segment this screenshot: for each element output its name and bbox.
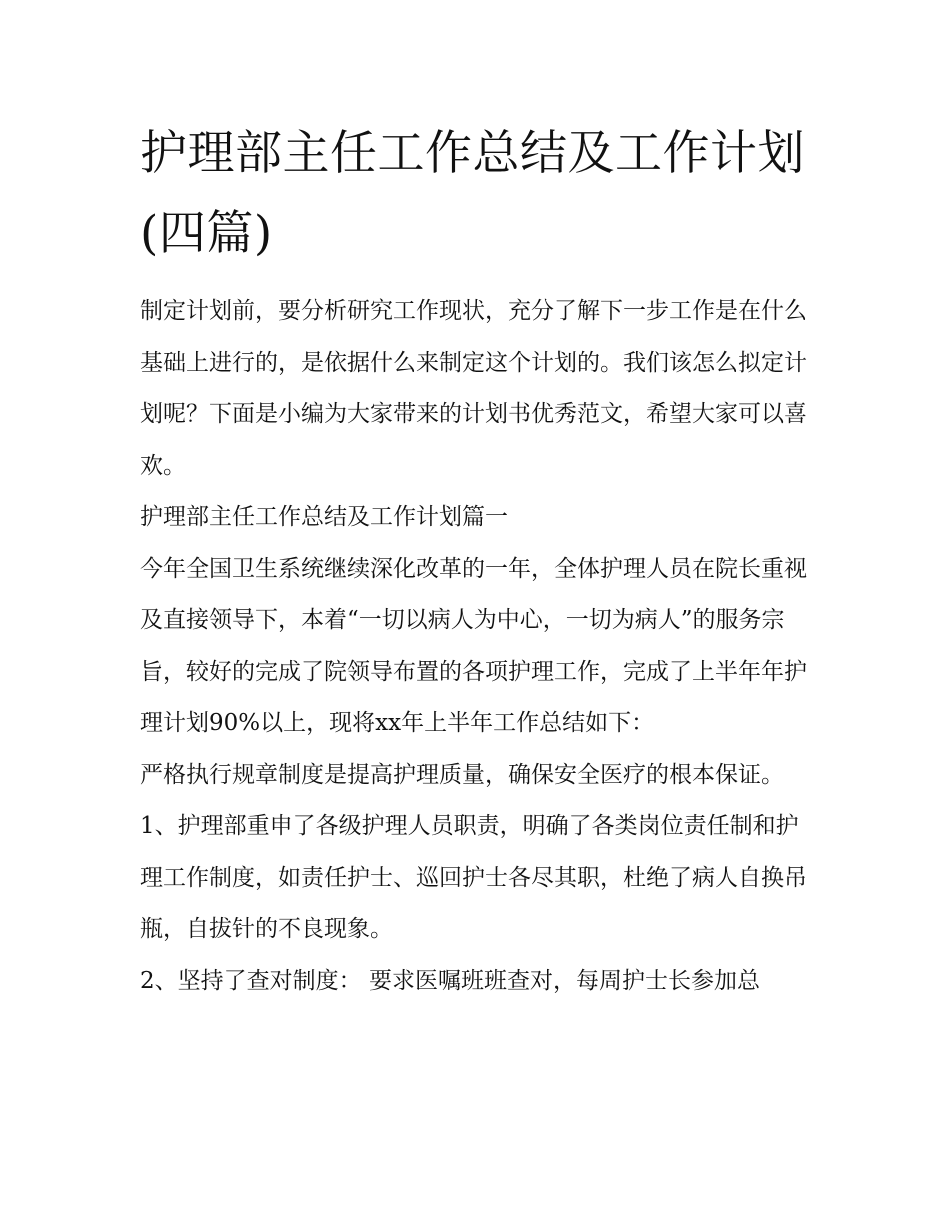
section-heading: 护理部主任工作总结及工作计划篇一 bbox=[140, 504, 508, 530]
body-paragraph: 严格执行规章制度是提高护理质量，确保安全医疗的根本保证。 bbox=[140, 761, 784, 788]
body-paragraph: 今年全国卫生系统继续深化改革的一年，全体护理人员在院长重视及直接领导下，本着“一切以病人为中心，一切为病人”的服务宗旨，较好的完成了院领导布置的各项护理工作，完成了上半年年护理计划90%以上，现将xx年上半年工作总结如下： bbox=[140, 555, 807, 736]
document-body bbox=[140, 114, 820, 1007]
list-item: 1、护理部重申了各级护理人员职责，明确了各类岗位责任制和护理工作制度，如责任护士、巡回护士各尽其职，杜绝了病人自换吊瓶，自拔针的不良现象。 bbox=[140, 813, 807, 942]
list-item: 2、坚持了查对制度： 要求医嘱班班查对，每周护士长参加总 bbox=[140, 967, 760, 994]
document-title: 护理部主任工作总结及工作计划(四篇) bbox=[140, 126, 805, 261]
intro-paragraph: 制定计划前，要分析研究工作现状，充分了解下一步工作是在什么基础上进行的，是依据什么来制定这个计划的。我们该怎么拟定计划呢？下面是小编为大家带来的计划书优秀范文，希望大家可以喜欢。 bbox=[140, 298, 807, 479]
